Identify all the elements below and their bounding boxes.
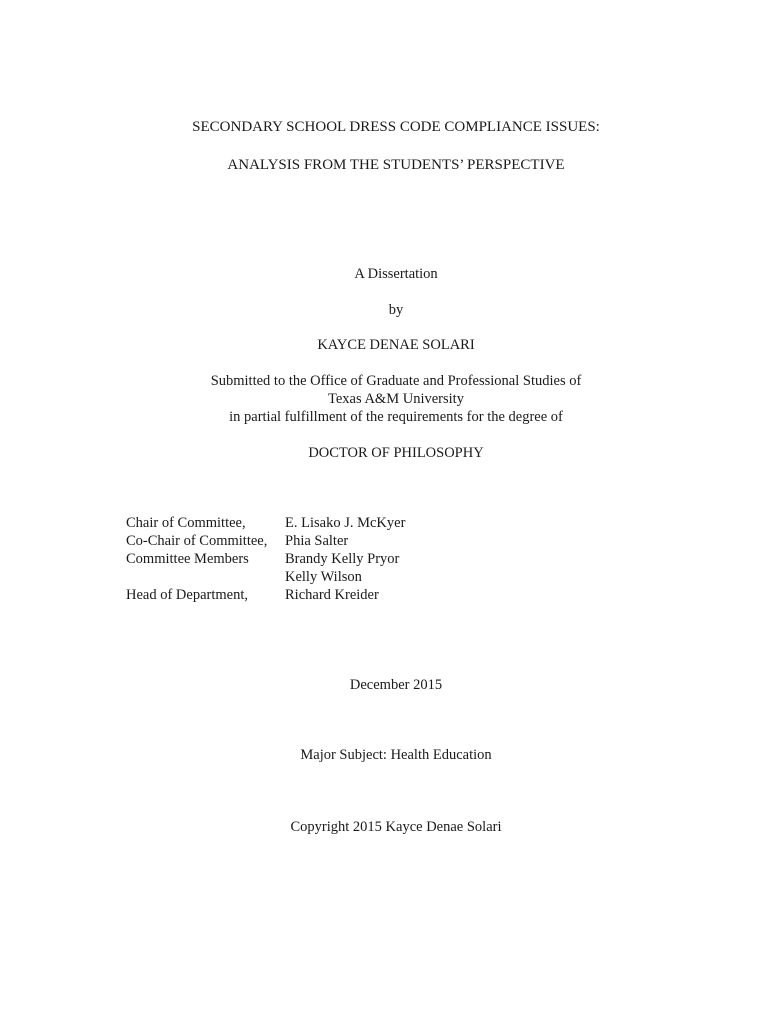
committee-role: Co-Chair of Committee, [126,533,268,549]
committee-member-name: Kelly Wilson [285,569,362,585]
committee-member-name: Richard Kreider [285,587,379,603]
committee-row [126,568,526,586]
committee-role: Chair of Committee, [126,515,246,531]
title-line-1: SECONDARY SCHOOL DRESS CODE COMPLIANCE ISSUES: [192,119,600,135]
committee-list [126,514,526,604]
major-subject: Major Subject: Health Education [300,747,492,763]
committee-member-name: Phia Salter [285,533,349,549]
degree-name: DOCTOR OF PHILOSOPHY [308,445,484,461]
author-name: KAYCE DENAE SOLARI [317,337,475,353]
submission-line-2: Texas A&M University [328,391,464,407]
committee-member-name: E. Lisako J. McKyer [285,515,406,531]
by-label: by [388,302,404,318]
submission-date: December 2015 [349,677,443,693]
committee-role: Head of Department, [126,587,248,603]
title-line-2: ANALYSIS FROM THE STUDENTS’ PERSPECTIVE [227,157,565,173]
committee-row [126,586,526,604]
committee-role [126,568,285,586]
committee-role: Committee Members [126,551,249,567]
copyright-notice: Copyright 2015 Kayce Denae Solari [290,819,502,835]
committee-member-name: Brandy Kelly Pryor [285,551,400,567]
submission-line-1: Submitted to the Office of Graduate and Professional Studies of [210,373,582,389]
committee-row [126,514,526,532]
committee-row [126,532,526,550]
document-type: A Dissertation [354,266,438,282]
committee-row [126,550,526,568]
submission-line-3: in partial fulfillment of the requirements for the degree of [229,409,563,425]
